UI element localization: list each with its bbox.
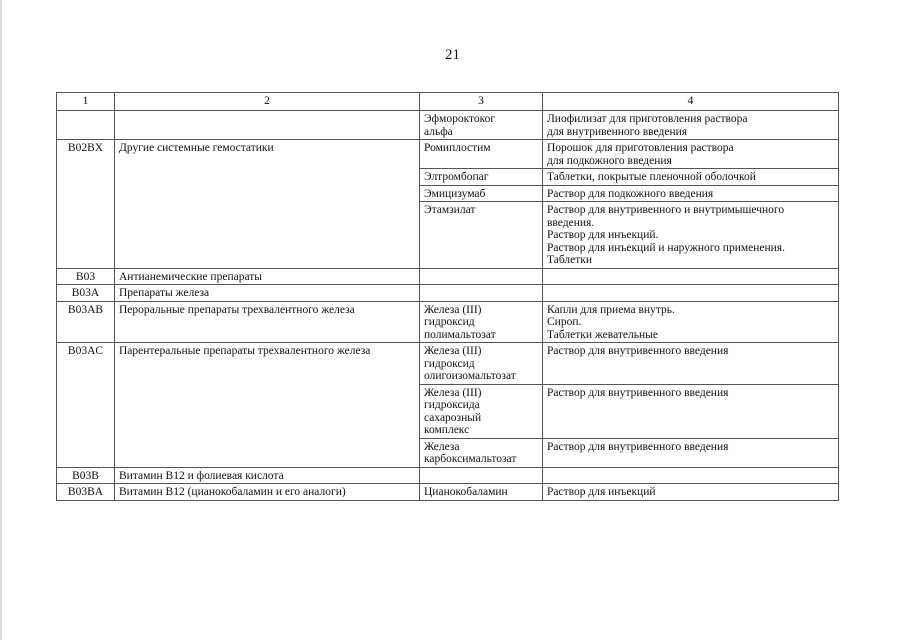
form-cell: [543, 467, 839, 484]
drug-cell: [420, 484, 543, 501]
header-cell-4: 4: [543, 93, 839, 111]
form-line: Раствор для внутривенного введения: [547, 345, 729, 357]
drug-line: Железа (III): [424, 386, 482, 399]
drug-line: полимальтозат: [424, 328, 496, 341]
form-line: введения.: [547, 216, 595, 229]
form-cell: [543, 169, 839, 186]
drug-line: Эфмороктоког: [424, 113, 496, 125]
form-cell: [543, 343, 839, 385]
group-cell: Другие системные гемостатики: [115, 140, 420, 269]
form-line: Таблетки: [547, 254, 593, 266]
form-line: Раствор для внутривенного и внутримышечного: [547, 204, 785, 216]
drug-cell: [420, 185, 543, 202]
table-row: [57, 467, 839, 484]
atc-code-cell: [57, 111, 115, 140]
form-line: Лиофилизат для приготовления раствора: [547, 113, 748, 125]
drug-line: Ромиплостим: [424, 142, 491, 154]
drug-line: альфа: [424, 125, 453, 138]
atc-code-cell: B03AC: [57, 343, 115, 468]
atc-code-cell: B03AB: [57, 301, 115, 343]
form-line: Таблетки жевательные: [547, 328, 658, 341]
form-cell: [543, 140, 839, 169]
drug-line: гидроксид: [424, 316, 475, 328]
table-row: [57, 343, 839, 385]
drug-line: Эмицизумаб: [424, 187, 486, 200]
drug-line: Железа (III): [424, 303, 482, 316]
group-cell: Витамин В12 и фолиевая кислота: [115, 467, 420, 484]
group-cell: Препараты железа: [115, 285, 420, 302]
table-row: [57, 484, 839, 501]
form-cell: [543, 438, 839, 467]
table-row: [57, 111, 839, 140]
form-cell: [543, 484, 839, 501]
drug-cell: [420, 169, 543, 186]
atc-code-cell: B03A: [57, 285, 115, 302]
drug-line: олигоизомальтозат: [424, 370, 516, 382]
page-number: 21: [445, 47, 460, 63]
atc-code-cell: B02BX: [57, 140, 115, 269]
drug-line: сахарозный: [424, 411, 482, 424]
form-line: Раствор для инъекций: [547, 486, 656, 498]
header-cell-3: 3: [420, 93, 543, 111]
drug-line: Цианокобаламин: [424, 486, 508, 498]
form-cell: [543, 185, 839, 202]
drug-cell: [420, 111, 543, 140]
table-row: [57, 140, 839, 169]
drug-cell: [420, 268, 543, 285]
atc-code-cell: B03: [57, 268, 115, 285]
drug-line: карбоксимальтозат: [424, 453, 517, 465]
form-line: Раствор для подкожного введения: [547, 187, 714, 200]
drug-cell: [420, 202, 543, 269]
group-cell: [115, 111, 420, 140]
atc-code-cell: B03BA: [57, 484, 115, 501]
table-row: [57, 301, 839, 343]
group-cell: Парентеральные препараты трехвалентного железа: [115, 343, 420, 468]
form-line: Раствор для инъекций и наружного применения.: [547, 241, 785, 254]
form-line: Сироп.: [547, 316, 582, 328]
form-cell: [543, 301, 839, 343]
form-line: Раствор для внутривенного введения: [547, 386, 729, 399]
header-row: [57, 93, 839, 111]
table-row: [57, 285, 839, 302]
drug-cell: [420, 343, 543, 385]
atc-code-cell: B03B: [57, 467, 115, 484]
drug-cell: [420, 438, 543, 467]
drug-line: Элтромбопаг: [424, 171, 489, 183]
form-line: для внутривенного введения: [547, 125, 688, 138]
table-row: [57, 268, 839, 285]
form-cell: [543, 111, 839, 140]
drug-line: Этамзилат: [424, 204, 476, 216]
form-line: Порошок для приготовления раствора: [547, 142, 734, 154]
form-cell: [543, 268, 839, 285]
drug-cell: [420, 467, 543, 484]
drug-cell: [420, 384, 543, 438]
drug-line: гидроксид: [424, 357, 475, 370]
form-line: для подкожного введения: [547, 154, 672, 167]
form-line: Капли для приема внутрь.: [547, 303, 675, 316]
scan-edge: [0, 0, 2, 640]
drug-cell: [420, 140, 543, 169]
drug-line: гидроксида: [424, 399, 480, 411]
form-line: Таблетки, покрытые пленочной оболочкой: [547, 171, 756, 183]
group-cell: Антианемические препараты: [115, 268, 420, 285]
group-cell: Витамин В12 (цианокобаламин и его аналоги): [115, 484, 420, 501]
group-cell: Пероральные препараты трехвалентного железа: [115, 301, 420, 343]
form-line: Раствор для внутривенного введения: [547, 440, 729, 453]
drug-line: комплекс: [424, 424, 470, 436]
drug-cell: [420, 285, 543, 302]
header-cell-2: 2: [115, 93, 420, 111]
form-cell: [543, 384, 839, 438]
drug-line: Железа: [424, 440, 460, 453]
form-cell: [543, 202, 839, 269]
form-cell: [543, 285, 839, 302]
form-line: Раствор для инъекций.: [547, 229, 659, 241]
drug-cell: [420, 301, 543, 343]
drug-line: Железа (III): [424, 345, 482, 357]
drug-table: [56, 92, 839, 501]
header-cell-1: 1: [57, 93, 115, 111]
